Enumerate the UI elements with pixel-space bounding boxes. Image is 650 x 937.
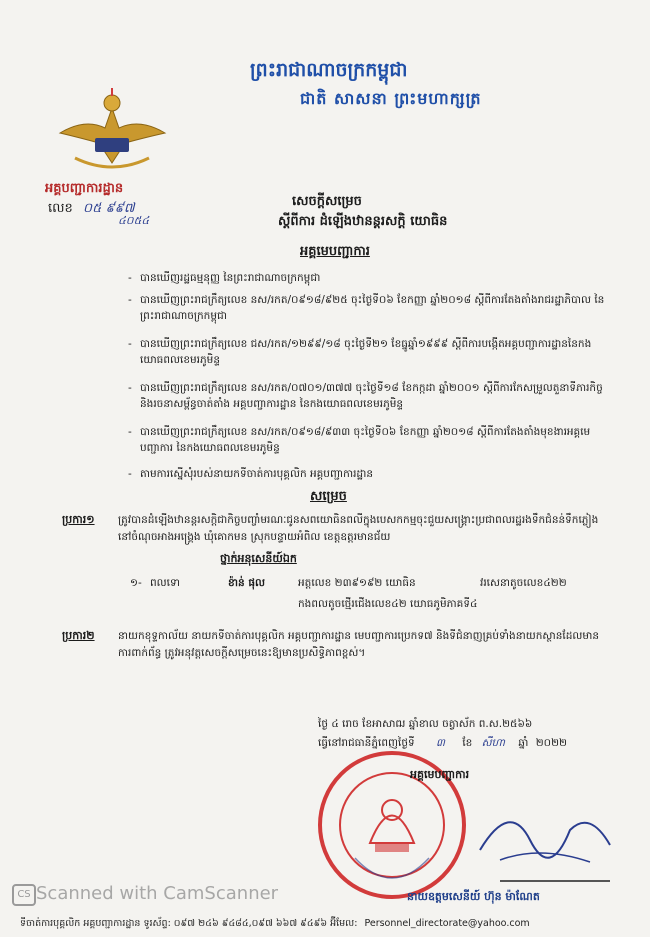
article-2-label: ប្រការ២ (62, 629, 95, 642)
signature-line (500, 880, 610, 882)
national-motto: ជាតិ សាសនា ព្រះមហាក្សត្រ (300, 89, 482, 108)
issuer-title: អគ្គមេបញ្ជាការ (300, 244, 370, 259)
footer-email: Personnel_directorate@yahoo.com (364, 918, 530, 929)
kingdom-header: ព្រះរាជាណាចក្រកម្ពុជា (250, 59, 408, 81)
consideration-item: - បានឃើញព្រះរាជក្រឹត្យលេខ នស/រកត/០៩១៨/៩២៥ ចុះថ្ងៃទី០៦ ខែកញ្ញា ឆ្នាំ២០១៨ ស្តីពីការតែងតាំងរាជរដ្ឋាភិបាល នៃព្រះរាជាណាចក្រកម្ពុជា (128, 294, 605, 322)
article-1-text: ត្រូវបានដំឡើងឋានន្តរសក្តិជាកិច្ចបញ្ចាំមរណៈជូនសពយោធិនពលីក្នុងបេសកកម្មចុះជួយសង្គ្រោះប្រជាពលរដ្ឋរងទឹកជំនន់ទឹកភ្លៀងនៅចំណុចអាងអង្គ្រេង ឃុំគោកមន ស្រុកបន្ទាយអំពិល ខេត្តឧត្តរមានជ័យ (118, 514, 599, 543)
entry-id: អត្តលេខ ២៣៩១៩២ យោធិន (298, 577, 416, 589)
signature-icon (470, 790, 620, 880)
signatory-name: នាយឧត្តមសេនីយ៍ ហ៊ុន ម៉ាណែត (407, 890, 540, 903)
consideration-item: - តាមការស្នើសុំរបស់នាយកទីចាត់ការបុគ្គលិក អគ្គបញ្ជាការដ្ឋាន (128, 468, 374, 480)
decision-heading: សម្រេច (310, 489, 347, 504)
military-emblem-icon (55, 88, 170, 173)
consideration-item: - បានឃើញរដ្ឋធម្មនុញ្ញ នៃព្រះរាជាណាចក្រកម្ពុជា (128, 272, 321, 284)
footer-contact: ទីចាត់ការបុគ្គលិក អគ្គបញ្ជាការដ្ឋាន ទូរស័ព្ទ: ០៩៧ ២៤៦ ៩៤៨៤,០៩៧ ៦៦៧ ៩៤៩៦ អ៊ីមែល: Personnel_directorate@yahoo.com (20, 918, 530, 929)
consideration-item: - បានឃើញព្រះរាជក្រឹត្យលេខ ជស/រកត/១២៩៩/១៨ ចុះថ្ងៃទី២១ ខែធ្នូឆ្នាំ១៩៩៩ ស្តីពីការបង្កើតអគ្គបញ្ជាការដ្ឋាននៃកងយោធពលខេមរភូមិន្ទ (128, 338, 592, 366)
document-number-suffix: ៤០៥៤ (118, 214, 150, 227)
consideration-item: - បានឃើញព្រះរាជក្រឹត្យលេខ នស/រកត/០៩១៨/៩៣៣ ចុះថ្ងៃទី០៦ ខែកញ្ញា ឆ្នាំ២០១៨ ស្តីពីការតែងតាំងមុខងារអគ្គមេបញ្ជាការ នៃកងយោធពលខេមរភូមិន្ទ (128, 426, 591, 454)
article-2-text: នាយកខុទ្ទកាល័យ នាយកទីចាត់ការបុគ្គលិក អគ្គបញ្ជាការដ្ឋាន មេបញ្ជាការប្រេកទ៧ និងទីជំនាញគ្រប់ទាំងនាយកស្ថានដែលមានការពាក់ព័ន្ធ ត្រូវអនុវត្តសេចក្តីសម្រេចនេះឱ្យមានប្រសិទ្ធិភាពខ្ពស់។ (118, 630, 600, 659)
scanner-watermark: Scanned with CamScanner (36, 883, 279, 904)
article-1-label: ប្រការ១ (62, 513, 95, 526)
entry-unit: វរសេនាតូចលេខ៤២២ (480, 577, 567, 589)
lunar-date: ថ្ងៃ ៤ រោច ខែអាសាឍ ឆ្នាំខាល ចត្វាស័ក ព.ស.២៥៦៦ (318, 718, 533, 730)
entry-name: ខ៉ាន់ ផុល (228, 577, 265, 589)
camscanner-logo-icon: CS (12, 884, 36, 906)
entry-number: ១- (130, 577, 142, 589)
solar-date: ធ្វើនៅរាជធានីភ្នំពេញថ្ងៃទី ៣ ខែ សីហា ឆ្នាំ ២០២២ (318, 737, 567, 749)
signatory-title: អគ្គមេបញ្ជាការ (410, 768, 470, 781)
entry-rank: ពលទោ (150, 577, 180, 589)
document-number-value: ០៥ ៩៩៧ (82, 201, 135, 216)
document-subject: ស្តីពីការ ដំឡើងឋានន្តរសក្តិ យោធិន (278, 214, 448, 229)
document-number: លេខ ០៥ ៩៩៧ (48, 201, 135, 216)
consideration-item: - បានឃើញព្រះរាជក្រឹត្យលេខ នស/រកត/០៧០១/៣៧៧ ចុះថ្ងៃទី១៨ ខែកក្កដា ឆ្នាំ២០០១ ស្តីពីការកែសម្រួលតួនាទីភារកិច្ចនិងរចនាសម្ព័ន្ធចាត់តាំង អគ្គបញ្ជាការដ្ឋាន នៃកងយោធពលខេមរភូមិន្ទ (128, 382, 603, 410)
entry-unit-2: កងពលតូចថ្មើរជើងលេខ៤២ យោធភូមិភាគទី៤ (298, 598, 478, 610)
department-name: អគ្គបញ្ជាការដ្ឋាន (45, 181, 124, 196)
rank-heading: ថ្នាក់អនុសេនីយ៍ឯក (220, 552, 297, 565)
document-title: សេចក្តីសម្រេច (292, 194, 362, 209)
